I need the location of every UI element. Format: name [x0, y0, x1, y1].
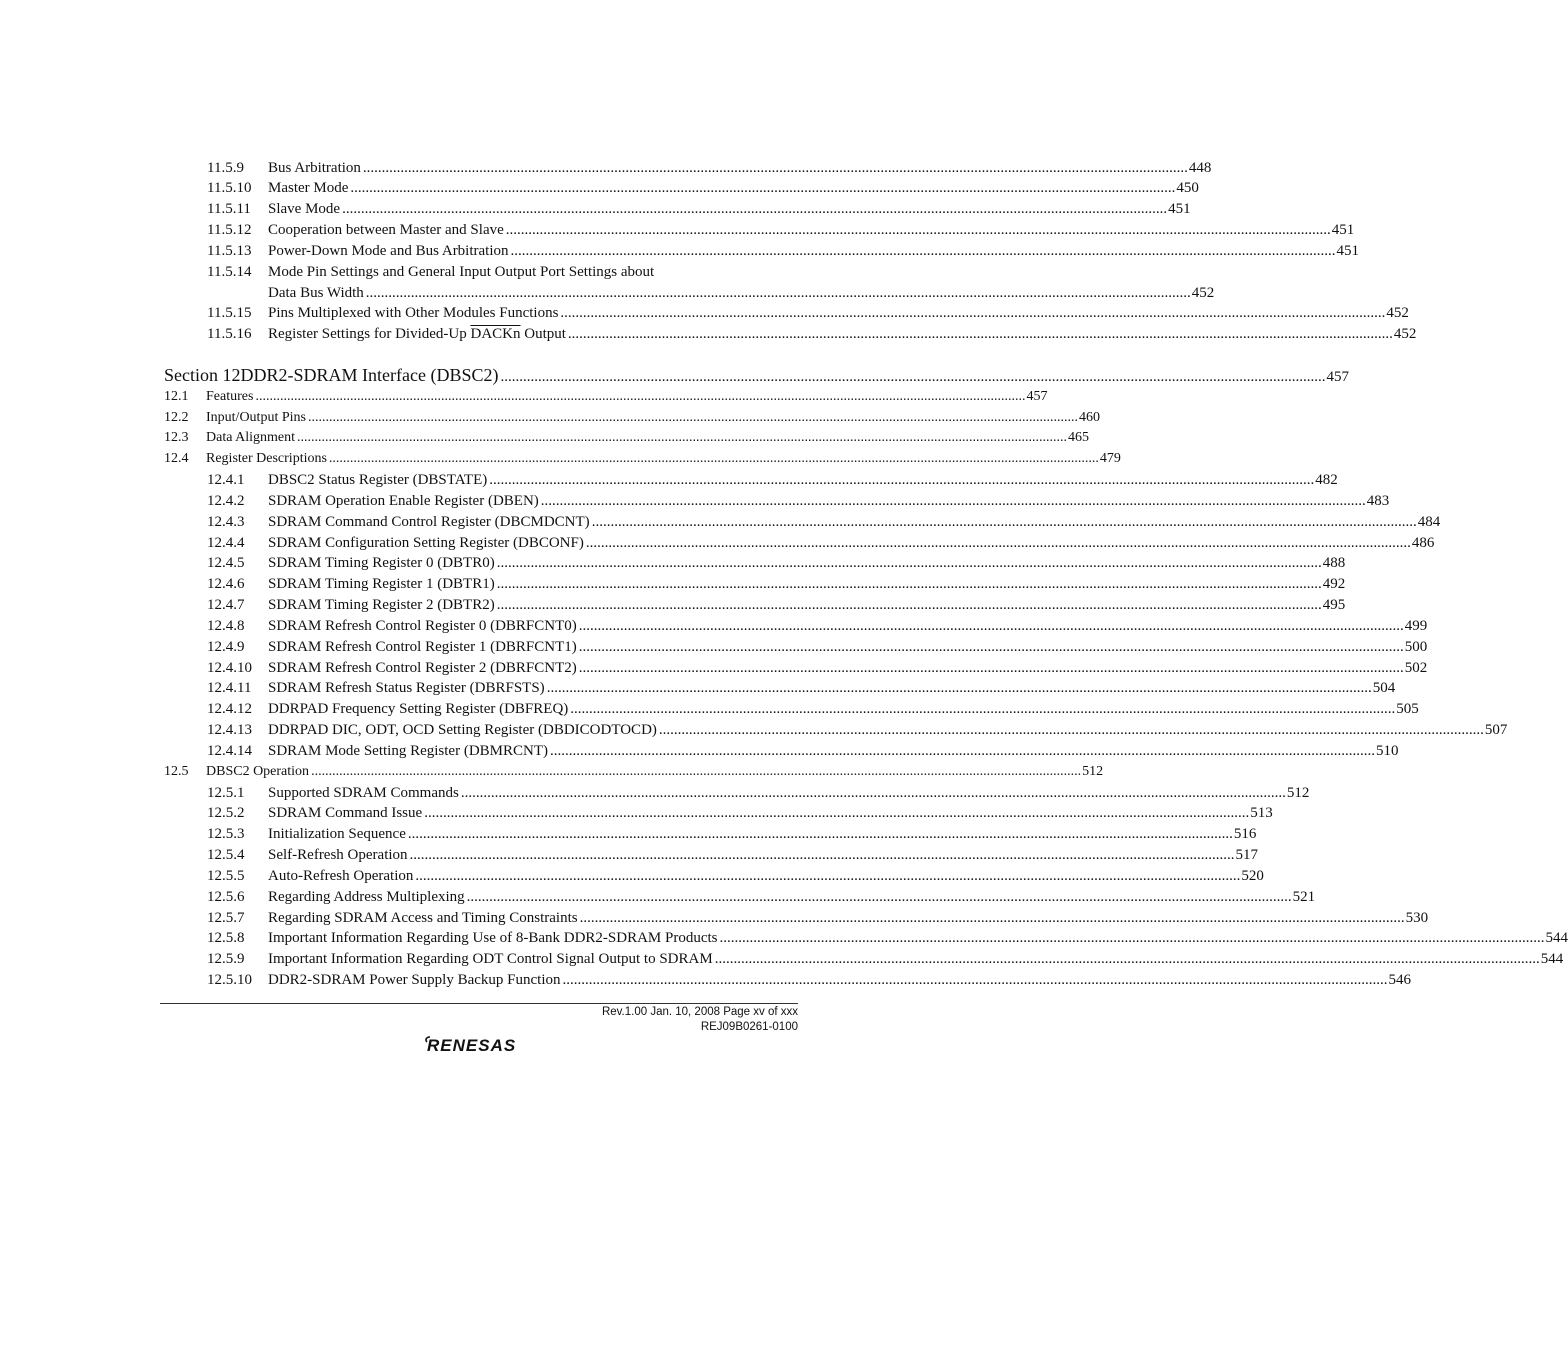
- toc-entry-number: 12.4.12: [207, 701, 252, 717]
- dot-leader: ............................................................................................................................................................................................................................: [570, 701, 1396, 717]
- toc-entry-number: 12.4.10: [207, 660, 252, 676]
- toc-entry-title: Master Mode: [268, 180, 349, 196]
- dot-leader: ............................................................................................................................................................................................................................: [415, 868, 1241, 884]
- toc-entry-continuation[interactable]: [268, 284, 1215, 302]
- toc-entry[interactable]: [207, 867, 1264, 885]
- dot-leader: ............................................................................................................................................................................................................................: [562, 972, 1388, 988]
- toc-entry-number: 11.5.13: [207, 243, 252, 259]
- toc-entry[interactable]: [164, 763, 1104, 781]
- toc-entry-title: DDRPAD Frequency Setting Register (DBFREQ): [268, 701, 569, 717]
- dackn-signal-name: DACKn: [470, 326, 521, 342]
- dot-leader: ............................................................................................................................................................................................................................: [255, 389, 1026, 404]
- toc-entry-number: 11.5.9: [207, 160, 244, 176]
- footer-rule: [160, 1003, 798, 1004]
- toc-entry-page: 486: [1411, 535, 1435, 551]
- toc-entry[interactable]: [207, 492, 1390, 510]
- dot-leader: ............................................................................................................................................................................................................................: [409, 847, 1235, 863]
- toc-entry-number: 12.4: [164, 451, 189, 466]
- toc-entry-number: 12.5.5: [207, 868, 245, 884]
- toc-entry-title: Cooperation between Master and Slave: [268, 222, 504, 238]
- toc-entry-title: DBSC2 Operation: [206, 764, 310, 779]
- toc-entry-title: Register Descriptions: [206, 451, 327, 466]
- toc-entry-number: 11.5.15: [207, 305, 252, 321]
- toc-entry-title: [268, 325, 566, 343]
- toc-entry-number: 11.5.16: [207, 326, 252, 342]
- toc-entry[interactable]: [207, 742, 1399, 760]
- toc-entry-number: 12.4.3: [207, 514, 245, 530]
- toc-entry-page: 451: [1331, 222, 1355, 238]
- toc-entry[interactable]: [207, 638, 1428, 656]
- dot-leader: ............................................................................................................................................................................................................................: [579, 910, 1405, 926]
- toc-entry-page: 457: [1026, 389, 1048, 404]
- toc-entry[interactable]: [207, 784, 1310, 802]
- toc-entry-number: 12.4.5: [207, 555, 245, 571]
- dot-leader: ............................................................................................................................................................................................................................: [560, 305, 1386, 321]
- toc-entry-title: Regarding SDRAM Access and Timing Constraints: [268, 910, 578, 926]
- dot-leader: ............................................................................................................................................................................................................................: [714, 951, 1540, 967]
- toc-entry-number: 12.5.3: [207, 826, 245, 842]
- toc-entry[interactable]: [207, 909, 1429, 927]
- revision-line: Rev.1.00 Jan. 10, 2008 Page xv of xxx: [601, 1006, 798, 1018]
- toc-entry[interactable]: [207, 950, 1564, 968]
- toc-entry[interactable]: [207, 263, 798, 281]
- toc-entry[interactable]: [207, 221, 1355, 239]
- dot-leader: ............................................................................................................................................................................................................................: [496, 555, 1322, 571]
- toc-entry-title: Power-Down Mode and Bus Arbitration: [268, 243, 509, 259]
- toc-entry-number: 12.4.2: [207, 493, 245, 509]
- toc-entry-page: 451: [1168, 201, 1191, 217]
- toc-entry-number: 11.5.10: [207, 180, 252, 196]
- toc-entry-page: 513: [1250, 805, 1273, 821]
- toc-entry-title: SDRAM Refresh Status Register (DBRFSTS): [268, 680, 545, 696]
- toc-entry[interactable]: [164, 429, 1090, 447]
- toc-entry-number: 12.5.9: [207, 951, 245, 967]
- document-number: REJ09B0261-0100: [700, 1021, 798, 1033]
- toc-entry-title: Important Information Regarding ODT Control Signal Output to SDRAM: [268, 951, 713, 967]
- dot-leader: ............................................................................................................................................................................................................................: [510, 243, 1336, 259]
- toc-entry-page: 520: [1241, 868, 1264, 884]
- toc-entry-page: 546: [1388, 972, 1412, 988]
- toc-entry-page: 517: [1235, 847, 1259, 863]
- dot-leader: ............................................................................................................................................................................................................................: [496, 576, 1322, 592]
- toc-entry-number: 12.5.7: [207, 910, 245, 926]
- toc-entry-title-continued: Data Bus Width: [268, 285, 364, 301]
- dot-leader: ............................................................................................................................................................................................................................: [424, 805, 1250, 821]
- toc-entry-number: 12.2: [164, 410, 189, 425]
- toc-entry-number: 12.5: [164, 764, 189, 779]
- toc-entry-page: 516: [1233, 826, 1257, 842]
- toc-entry[interactable]: [207, 575, 1346, 593]
- toc-entry[interactable]: [207, 888, 1316, 906]
- toc-entry-page: 499: [1404, 618, 1428, 634]
- toc-entry[interactable]: [207, 304, 1409, 322]
- dot-leader: ............................................................................................................................................................................................................................: [307, 410, 1078, 425]
- toc-entry[interactable]: [207, 825, 1257, 843]
- toc-entry-title: SDRAM Command Issue: [268, 805, 423, 821]
- toc-entry-title: Supported SDRAM Commands: [268, 785, 459, 801]
- toc-entry-page: 512: [1082, 764, 1104, 779]
- toc-entry-number: 11.5.11: [207, 201, 251, 217]
- toc-entry-page: 479: [1099, 451, 1121, 466]
- toc-entry-number: 12.5.6: [207, 889, 245, 905]
- dot-leader: ............................................................................................................................................................................................................................: [505, 222, 1331, 238]
- toc-entry-page: 504: [1372, 680, 1396, 696]
- toc-entry-title: Important Information Regarding Use of 8-Bank DDR2-SDRAM Products: [268, 930, 718, 946]
- toc-entry-page: 492: [1322, 576, 1346, 592]
- toc-entry-number: 12.4.4: [207, 535, 245, 551]
- toc-entry-page: 482: [1315, 472, 1338, 488]
- toc-entry-page: 530: [1405, 910, 1429, 926]
- toc-entry-page: 510: [1376, 743, 1399, 759]
- section-title: DDR2-SDRAM Interface (DBSC2): [240, 365, 499, 385]
- toc-entry-title-part: Output: [520, 326, 566, 342]
- dot-leader: ............................................................................................................................................................................................................................: [500, 369, 1326, 385]
- toc-entry-page: 544: [1545, 930, 1568, 946]
- dot-leader: ............................................................................................................................................................................................................................: [578, 639, 1404, 655]
- toc-entry-number: 12.4.8: [207, 618, 245, 634]
- toc-entry[interactable]: [207, 200, 1191, 218]
- toc-entry[interactable]: [164, 388, 1048, 406]
- dot-leader: ............................................................................................................................................................................................................................: [328, 451, 1099, 466]
- toc-entry[interactable]: [207, 325, 1417, 343]
- toc-entry[interactable]: [207, 534, 1435, 552]
- dot-leader: ............................................................................................................................................................................................................................: [496, 597, 1322, 613]
- toc-entry-page: 500: [1404, 639, 1428, 655]
- toc-entry-page: 484: [1417, 514, 1441, 530]
- toc-entry[interactable]: [207, 617, 1428, 635]
- dot-leader: ............................................................................................................................................................................................................................: [567, 326, 1393, 342]
- toc-entry-number: 12.4.1: [207, 472, 245, 488]
- toc-entry-title: SDRAM Refresh Control Register 2 (DBRFCNT2): [268, 660, 577, 676]
- toc-entry-page: 452: [1191, 285, 1215, 301]
- toc-entry-number: 11.5.14: [207, 264, 252, 280]
- toc-entry-title: SDRAM Timing Register 2 (DBTR2): [268, 597, 495, 613]
- toc-entry[interactable]: [207, 471, 1338, 489]
- toc-entry[interactable]: [164, 409, 1100, 427]
- dot-leader: ............................................................................................................................................................................................................................: [342, 201, 1168, 217]
- toc-entry-title: Features: [206, 389, 254, 404]
- toc-entry[interactable]: [207, 659, 1428, 677]
- toc-entry-page: 512: [1286, 785, 1310, 801]
- toc-entry[interactable]: [207, 846, 1259, 864]
- toc-entry-page: 505: [1396, 701, 1419, 717]
- dot-leader: ............................................................................................................................................................................................................................: [585, 535, 1411, 551]
- toc-entry-number: 12.1: [164, 389, 189, 404]
- toc-entry[interactable]: [207, 929, 1568, 947]
- dot-leader: ............................................................................................................................................................................................................................: [591, 514, 1417, 530]
- toc-entry-title: Data Alignment: [206, 430, 296, 445]
- toc-entry-number: 12.4.9: [207, 639, 245, 655]
- section-label: Section 12: [164, 365, 241, 385]
- toc-entry-number: 12.5.2: [207, 805, 245, 821]
- toc-entry-number: 12.5.1: [207, 785, 245, 801]
- toc-entry-title: SDRAM Mode Setting Register (DBMRCNT): [268, 743, 549, 759]
- toc-entry-number: 12.5.4: [207, 847, 245, 863]
- toc-entry-page: 452: [1393, 326, 1417, 342]
- toc-entry-title: Regarding Address Multiplexing: [268, 889, 465, 905]
- toc-entry-page: 450: [1176, 180, 1199, 196]
- toc-entry-page: 488: [1322, 555, 1346, 571]
- dot-leader: ............................................................................................................................................................................................................................: [578, 660, 1404, 676]
- toc-entry-title: Slave Mode: [268, 201, 341, 217]
- toc-entry-page: 521: [1292, 889, 1316, 905]
- toc-entry-page: 544: [1540, 951, 1564, 967]
- toc-entry-number: 11.5.12: [207, 222, 252, 238]
- toc-entry[interactable]: [207, 242, 1360, 260]
- toc-entry-page: 452: [1386, 305, 1409, 321]
- toc-entry-title: SDRAM Command Control Register (DBCMDCNT): [268, 514, 590, 530]
- toc-entry[interactable]: [207, 679, 1396, 697]
- toc-entry[interactable]: [207, 554, 1346, 572]
- dot-leader: ............................................................................................................................................................................................................................: [466, 889, 1292, 905]
- toc-entry-title: DBSC2 Status Register (DBSTATE): [268, 472, 488, 488]
- toc-entry-page: 502: [1404, 660, 1428, 676]
- toc-entry[interactable]: [207, 159, 1212, 177]
- toc-entry-page: 448: [1188, 160, 1212, 176]
- toc-entry-title: Pins Multiplexed with Other Modules Functions: [268, 305, 559, 321]
- toc-entry[interactable]: [207, 721, 1508, 739]
- toc-entry[interactable]: [207, 513, 1441, 531]
- section-page: 457: [1326, 369, 1349, 385]
- toc-entry-number: 12.5.10: [207, 972, 252, 988]
- renesas-logo: [424, 1034, 542, 1056]
- section-heading[interactable]: [164, 364, 1349, 388]
- toc-entry-title: Input/Output Pins: [206, 410, 306, 425]
- toc-entry[interactable]: [207, 596, 1346, 614]
- toc-entry[interactable]: [207, 179, 1199, 197]
- toc-entry-title-part: Register Settings for Divided-Up: [268, 326, 471, 342]
- toc-entry[interactable]: [164, 450, 1121, 468]
- toc-entry-number: 12.4.11: [207, 680, 252, 696]
- toc-entry-title: Self-Refresh Operation: [268, 847, 408, 863]
- toc-entry[interactable]: [207, 804, 1273, 822]
- toc-entry-number: 12.5.8: [207, 930, 245, 946]
- toc-entry-page: 451: [1336, 243, 1360, 259]
- dot-leader: ............................................................................................................................................................................................................................: [311, 764, 1082, 779]
- toc-entry-number: 12.4.14: [207, 743, 252, 759]
- dot-leader: ............................................................................................................................................................................................................................: [658, 722, 1484, 738]
- toc-entry-title: Initialization Sequence: [268, 826, 406, 842]
- dot-leader: ............................................................................................................................................................................................................................: [362, 160, 1188, 176]
- dot-leader: ............................................................................................................................................................................................................................: [350, 180, 1176, 196]
- dot-leader: ............................................................................................................................................................................................................................: [546, 680, 1372, 696]
- toc-entry-number: 12.4.7: [207, 597, 245, 613]
- toc-entry-number: 12.4.6: [207, 576, 245, 592]
- toc-entry-page: 495: [1322, 597, 1346, 613]
- toc-entry[interactable]: [207, 971, 1412, 989]
- toc-entry-title: SDRAM Timing Register 0 (DBTR0): [268, 555, 495, 571]
- dot-leader: ............................................................................................................................................................................................................................: [407, 826, 1233, 842]
- dot-leader: ............................................................................................................................................................................................................................: [297, 430, 1068, 445]
- toc-entry-title: Auto-Refresh Operation: [268, 868, 414, 884]
- toc-entry-page: 483: [1366, 493, 1390, 509]
- dot-leader: ............................................................................................................................................................................................................................: [578, 618, 1404, 634]
- toc-entry-title: DDRPAD DIC, ODT, OCD Setting Register (DBDICODTOCD): [268, 722, 657, 738]
- toc-entry[interactable]: [207, 700, 1419, 718]
- toc-entry-title: Bus Arbitration: [268, 160, 361, 176]
- dot-leader: ............................................................................................................................................................................................................................: [719, 930, 1545, 946]
- page-footer: [602, 1005, 798, 1035]
- toc-entry-title: Mode Pin Settings and General Input Output Port Settings about: [268, 264, 655, 280]
- toc-entry-title: SDRAM Timing Register 1 (DBTR1): [268, 576, 495, 592]
- toc-entry-page: 460: [1078, 410, 1100, 425]
- toc-entry-number: 12.3: [164, 430, 189, 445]
- toc-entry-title: DDR2-SDRAM Power Supply Backup Function: [268, 972, 561, 988]
- dot-leader: ............................................................................................................................................................................................................................: [550, 743, 1376, 759]
- dot-leader: ............................................................................................................................................................................................................................: [489, 472, 1315, 488]
- toc-entry-title: SDRAM Refresh Control Register 1 (DBRFCNT1): [268, 639, 577, 655]
- toc-entry-page: 465: [1068, 430, 1090, 445]
- dot-leader: ............................................................................................................................................................................................................................: [540, 493, 1366, 509]
- toc-entry-title: SDRAM Refresh Control Register 0 (DBRFCNT0): [268, 618, 577, 634]
- toc-entry-number: 12.4.13: [207, 722, 252, 738]
- logo-wordmark: RENESAS: [427, 1036, 517, 1055]
- dot-leader: ............................................................................................................................................................................................................................: [460, 785, 1286, 801]
- toc-entry-title: SDRAM Configuration Setting Register (DBCONF): [268, 535, 584, 551]
- toc-entry-page: 507: [1484, 722, 1508, 738]
- dot-leader: ............................................................................................................................................................................................................................: [365, 285, 1191, 301]
- toc-entry-title: SDRAM Operation Enable Register (DBEN): [268, 493, 539, 509]
